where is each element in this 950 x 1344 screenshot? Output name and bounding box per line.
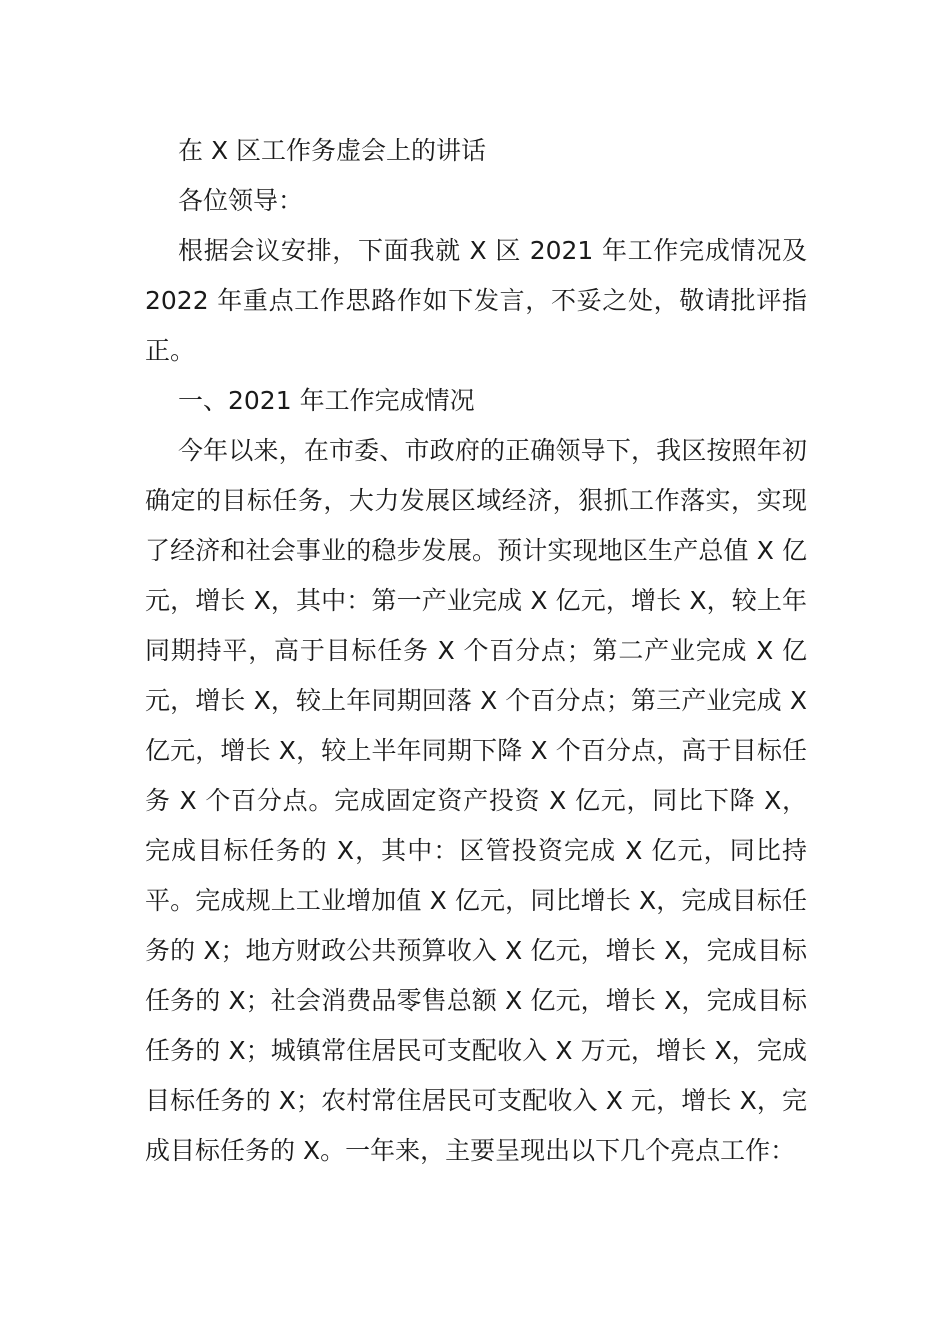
document-body: [145, 126, 807, 1176]
intro-paragraph: 根据会议安排，下面我就 X 区 2021 年工作完成情况及 2022 年重点工作思路作如下发言，不妥之处，敬请批评指正。: [145, 236, 807, 365]
section-heading: 一、2021 年工作完成情况: [178, 386, 475, 415]
speech-title: 在 X 区工作务虚会上的讲话: [178, 136, 487, 165]
section-paragraph: 今年以来，在市委、市政府的正确领导下，我区按照年初确定的目标任务，大力发展区域经济，狠抓工作落实，实现了经济和社会事业的稳步发展。预计实现地区生产总值 X 亿元，增长 X，其中：第一产业完成 X 亿元，增长 X，较上年同期持平，高于目标任务 X 个百分点；第二产业完成 X 亿元，增长 X，较上年同期回落 X 个百分点；第三产业完成 X 亿元，增长 X，较上半年同期下降 X 个百分点，高于目标任务 X 个百分点。完成固定资产投资 X 亿元，同比下降 X，完成目标任务的 X，其中：区管投资完成 X 亿元，同比持平。完成规上工业增加值 X 亿元，同比增长 X，完成目标任务的 X；地方财政公共预算收入 X 亿元，增长 X，完成目标任务的 X；社会消费品零售总额 X 亿元，增长 X，完成目标任务的 X；城镇常住居民可支配收入 X 万元，增长 X，完成目标任务的 X；农村常住居民可支配收入 X 元，增长 X，完成目标任务的 X。一年来，主要呈现出以下几个亮点工作：: [145, 436, 807, 1165]
salutation: 各位领导：: [178, 186, 304, 215]
